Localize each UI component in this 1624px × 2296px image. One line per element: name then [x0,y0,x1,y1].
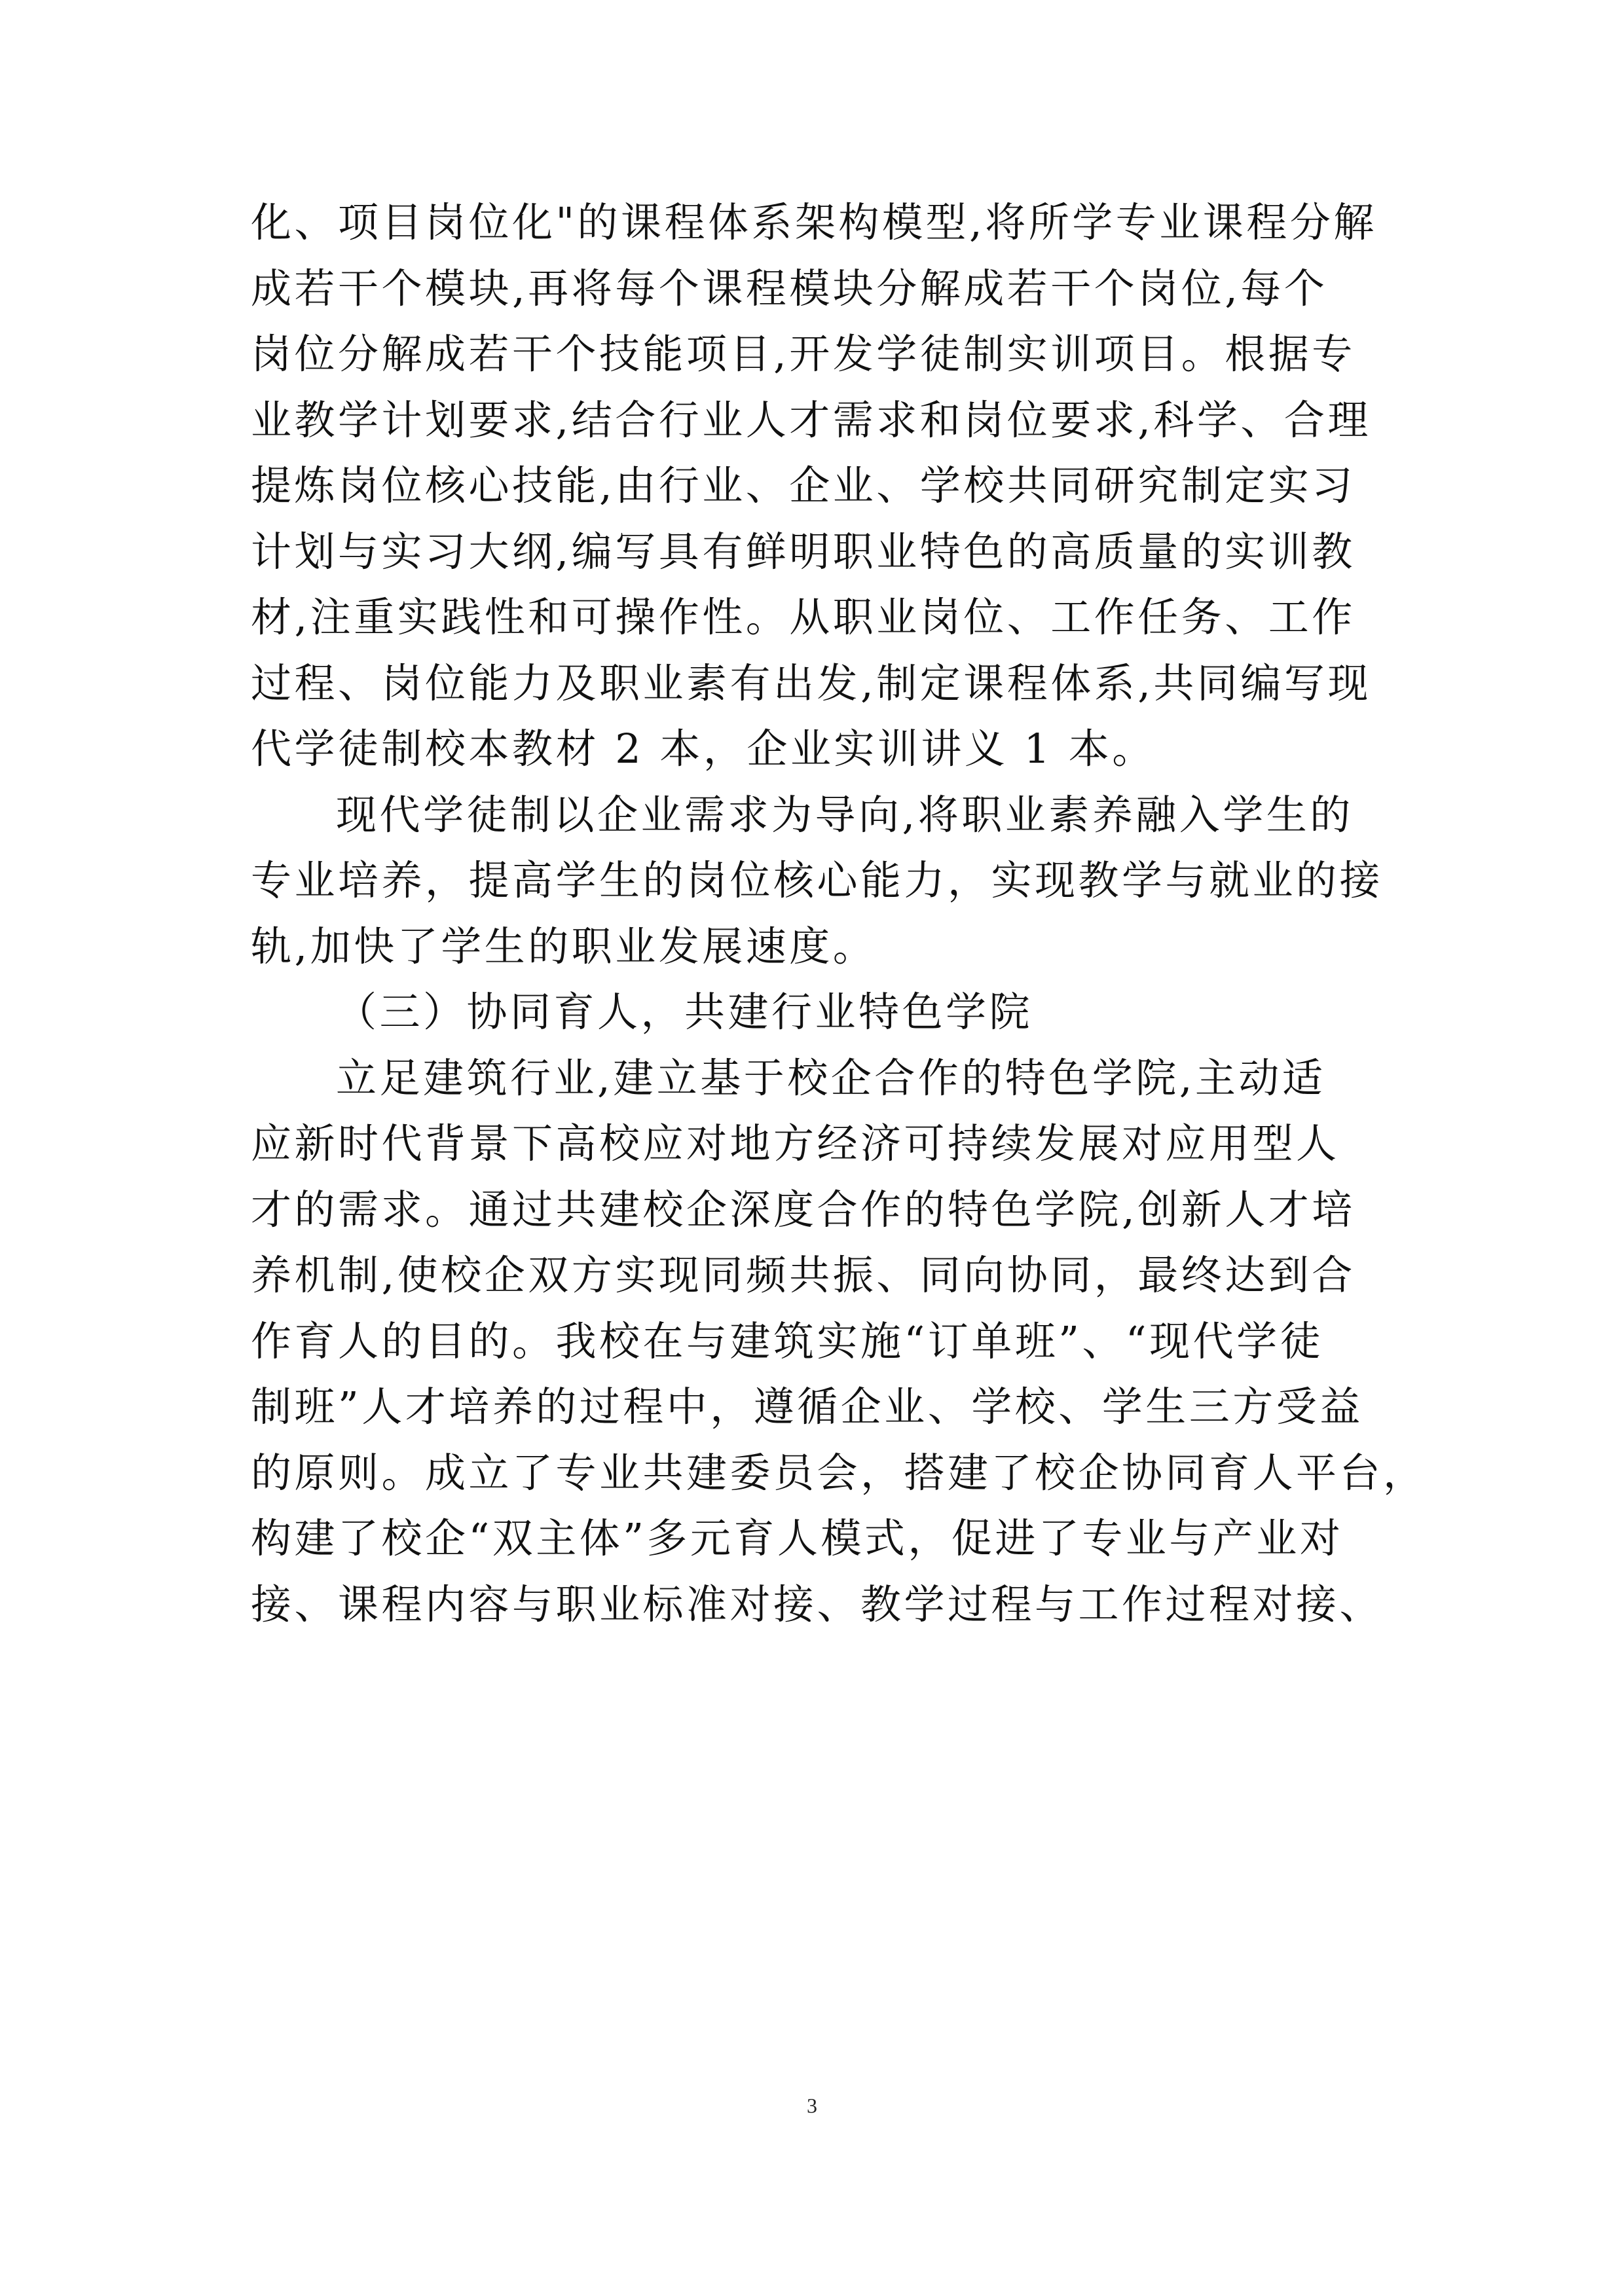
text-line: 业教学计划要求,结合行业人才需求和岗位要求,科学、合理 [251,395,1371,444]
text-line: 提炼岗位核心技能,由行业、企业、学校共同研究制定实习 [251,462,1356,509]
text-line: 专业培养，提高学生的岗位核心能力，实现教学与就业的接 [251,856,1384,904]
text-line: 化、项目岗位化"的课程体系架构模型,将所学专业课程分解 [251,198,1377,246]
text-line: 制班”人才培养的过程中，遵循企业、学校、学生三方受益 [251,1383,1363,1430]
text-line: 才的需求。通过共建校企深度合作的特色学院,创新人才培 [251,1185,1356,1233]
text-line: 轨,加快了学生的职业发展速度。 [251,922,877,970]
page-number: 3 [807,2094,817,2117]
text-line: 作育人的目的。我校在与建筑实施“订单班”、“现代学徒 [251,1317,1324,1365]
text-line: 岗位分解成若干个技能项目,开发学徒制实训项目。根据专 [251,330,1356,378]
text-line: 过程、岗位能力及职业素有出发,制定课程体系,共同编写现 [251,659,1371,707]
text-line: 养机制,使校企双方实现同频共振、同向协同，最终达到合 [251,1251,1356,1299]
paragraph-start-line: 立足建筑行业,建立基于校企合作的特色学院,主动适 [336,1053,1326,1102]
text-line: 成若干个模块,再将每个课程模块分解成若干个岗位,每个 [251,264,1328,312]
text-line: 材,注重实践性和可操作性。从职业岗位、工作任务、工作 [251,593,1356,641]
text-line: 计划与实习大纲,编写具有鲜明职业特色的高质量的实训教 [251,527,1356,575]
section-heading: （三）协同育人，共建行业特色学院 [336,988,1033,1036]
text-line: 应新时代背景下高校应对地方经济可持续发展对应用型人 [251,1120,1340,1167]
text-line: 接、课程内容与职业标准对接、教学过程与工作过程对接、 [251,1580,1384,1628]
paragraph-start-line: 现代学徒制以企业需求为导向,将职业素养融入学生的 [336,790,1354,839]
body-text [251,190,1427,1637]
text-line: 的原则。成立了专业共建委员会，搭建了校企协同育人平台， [251,1448,1427,1497]
text-line: 代学徒制校本教材 2 本，企业实训讲义 1 本。 [251,725,1156,773]
text-line: 构建了校企“双主体”多元育人模式，促进了专业与产业对 [251,1514,1344,1562]
